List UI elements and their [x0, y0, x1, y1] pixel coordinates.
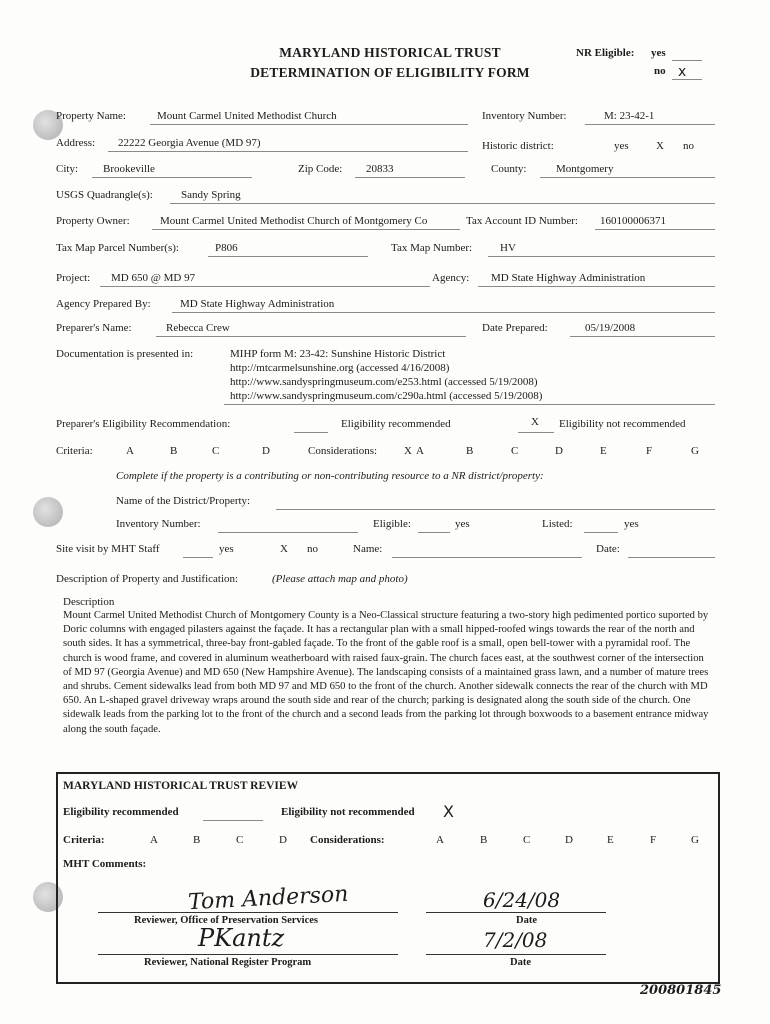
historic-district-label: Historic district:: [482, 140, 554, 152]
consideration-d: D: [555, 445, 563, 457]
considerations-mark: X: [404, 445, 412, 457]
nr-yes: yes: [651, 47, 666, 59]
listed-yes: yes: [624, 518, 639, 530]
site-visit-mark: X: [280, 543, 288, 555]
site-visit-yes: yes: [219, 543, 234, 555]
project-value: MD 650 @ MD 97: [111, 272, 196, 284]
documentation-line: MIHP form M: 23-42: Sunshine Historic District: [230, 348, 446, 360]
complete-note: Complete if the property is a contributing or non-contributing resource to a NR district/property:: [116, 470, 544, 482]
considerations-label: Considerations:: [308, 445, 378, 457]
review-consideration-f: F: [650, 834, 657, 846]
description-text: Mount Carmel United Methodist Church of Montgomery County is a Neo-Classical structure featuring a two-story high pedimented portico suported by Doric columns with engaged pilasters against the façade. It has a rectangular plan with a small hipped-roofed wings towards the rear of the north and south sides. It has a symmetrical, three-bay front-gabled façade. To the front of the gable roof is a small, open bell-tower with a pyramidal roof. The church is wood frame, and covered in aluminum weatherboard with raised faux-grain. The church faces east, at the southwest corner of the intersection of MD 97 (Georgia Avenue) and MD 650 (New Hampshire Avenue). The landscaping consists of a maintained grass lawn, and a number of mature trees and shrubs. Cement sidewalks lead from both MD 97 and MD 650 to the front of the church. Another sidewalk connects the rear of the church with MD 650. An L-shaped gravel driveway wraps around the south side and rear of the church; parking is designated along the south side of the church. One sidewalk leads from the parking lot to the front of the church and a second leads from the parking lot through boxwoods to a basement entrance midway along the south façade.: [63, 610, 709, 735]
listed-label: Listed:: [542, 518, 573, 530]
eligible-label: Eligible:: [373, 518, 411, 530]
tax-map-value: HV: [500, 242, 516, 254]
mht-review-box: [56, 772, 720, 984]
review-consideration-g: G: [691, 834, 699, 846]
tax-account-value: 160100006371: [600, 215, 666, 227]
review-date2: 7/2/08: [483, 928, 548, 952]
review-considerations-label: Considerations:: [310, 834, 385, 846]
address-value: 22222 Georgia Avenue (MD 97): [118, 137, 261, 149]
description-heading: Description: [63, 596, 115, 608]
tax-account-label: Tax Account ID Number:: [466, 215, 578, 227]
documentation-label: Documentation is presented in:: [56, 348, 194, 360]
site-visit-date-label: Date:: [596, 543, 620, 555]
eligibility-recommended: Eligibility recommended: [341, 418, 451, 430]
form-title-line2: DETERMINATION OF ELIGIBILITY FORM: [250, 65, 530, 80]
preparer-value: Rebecca Crew: [166, 322, 230, 334]
project-label: Project:: [56, 272, 91, 284]
historic-yes: yes: [614, 140, 629, 152]
description-note: (Please attach map and photo): [272, 573, 408, 585]
tax-map-label: Tax Map Number:: [391, 242, 473, 254]
usgs-label: USGS Quadrangle(s):: [56, 189, 153, 201]
inventory-number-value: M: 23-42-1: [604, 110, 655, 122]
date2-label: Date: [510, 957, 531, 968]
property-name-value: Mount Carmel United Methodist Church: [157, 110, 337, 122]
consideration-b: B: [466, 445, 474, 457]
consideration-g: G: [691, 445, 699, 457]
city-value: Brookeville: [103, 163, 155, 175]
eligibility-not-recommended: Eligibility not recommended: [559, 418, 686, 430]
consideration-a: A: [416, 445, 424, 457]
inventory-number-label-2: Inventory Number:: [116, 518, 201, 530]
agency-label: Agency:: [432, 272, 470, 284]
review-consideration-c: C: [523, 834, 531, 846]
date-prepared-value: 05/19/2008: [585, 322, 636, 334]
criteria-c: C: [212, 445, 220, 457]
document-stamp-number: 200801845: [640, 983, 722, 998]
review-criteria-label: Criteria:: [63, 834, 105, 846]
zip-value: 20833: [366, 163, 394, 175]
property-name-label: Property Name:: [56, 110, 126, 122]
site-visit-name-label: Name:: [353, 543, 383, 555]
parcel-label: Tax Map Parcel Number(s):: [56, 242, 179, 254]
preparer-label: Preparer's Name:: [56, 322, 132, 334]
usgs-value: Sandy Spring: [181, 189, 241, 201]
consideration-e: E: [600, 445, 607, 457]
mht-comments-label: MHT Comments:: [63, 858, 147, 870]
review-consideration-d: D: [565, 834, 573, 846]
review-criteria-c: C: [236, 834, 244, 846]
review-criteria-b: B: [193, 834, 201, 846]
consideration-f: F: [646, 445, 653, 457]
date-prepared-label: Date Prepared:: [482, 322, 548, 334]
nr-eligible-label: NR Eligible:: [576, 47, 635, 59]
documentation-line: http://www.sandyspringmuseum.com/c290a.html (accessed 5/19/2008): [230, 390, 543, 402]
review-consideration-e: E: [607, 834, 614, 846]
owner-value: Mount Carmel United Methodist Church of Montgomery Co: [160, 215, 428, 227]
reviewer2-signature: PKantz: [198, 924, 285, 952]
review-eligibility-recommended: Eligibility recommended: [63, 806, 179, 818]
description-label: Description of Property and Justification:: [56, 573, 239, 585]
review-date1: 6/24/08: [483, 888, 561, 912]
review-criteria-d: D: [279, 834, 287, 846]
documentation-line: http://mtcarmelsunshine.org (accessed 4/16/2008): [230, 362, 450, 374]
consideration-c: C: [511, 445, 519, 457]
criteria-label: Criteria:: [56, 445, 93, 457]
review-criteria-a: A: [150, 834, 158, 846]
owner-label: Property Owner:: [56, 215, 130, 227]
agency-prepared-label: Agency Prepared By:: [56, 298, 151, 310]
historic-no: no: [683, 140, 694, 152]
agency-prepared-value: MD State Highway Administration: [180, 298, 335, 310]
criteria-d: D: [262, 445, 270, 457]
county-label: County:: [491, 163, 527, 175]
review-consideration-a: A: [436, 834, 444, 846]
form-title-line1: MARYLAND HISTORICAL TRUST: [279, 45, 501, 60]
nr-no-mark: x: [678, 64, 687, 80]
review-eligibility-not-recommended: Eligibility not recommended: [281, 806, 415, 818]
punch-hole-middle: [33, 497, 63, 527]
review-consideration-b: B: [480, 834, 488, 846]
zip-label: Zip Code:: [298, 163, 343, 175]
review-title: MARYLAND HISTORICAL TRUST REVIEW: [63, 780, 299, 792]
site-visit-label: Site visit by MHT Staff: [56, 543, 160, 555]
criteria-b: B: [170, 445, 178, 457]
review-not-recommended-mark: X: [443, 802, 454, 821]
parcel-value: P806: [215, 242, 238, 254]
county-value: Montgomery: [556, 163, 614, 175]
eligible-yes: yes: [455, 518, 470, 530]
reviewer1-label: Reviewer, Office of Preservation Services: [134, 915, 318, 926]
date1-label: Date: [516, 915, 537, 926]
agency-value: MD State Highway Administration: [491, 272, 646, 284]
documentation-line: http://www.sandyspringmuseum.com/e253.html (accessed 5/19/2008): [230, 376, 538, 388]
city-label: City:: [56, 163, 79, 175]
inventory-number-label: Inventory Number:: [482, 110, 567, 122]
reviewer1-signature: Tom Anderson: [187, 881, 349, 916]
district-label: Name of the District/Property:: [116, 495, 251, 507]
historic-mark: X: [656, 140, 664, 152]
recommendation-label: Preparer's Eligibility Recommendation:: [56, 418, 231, 430]
criteria-a: A: [126, 445, 134, 457]
reviewer2-label: Reviewer, National Register Program: [144, 957, 312, 968]
site-visit-no: no: [307, 543, 318, 555]
address-label: Address:: [56, 137, 96, 149]
recommendation-mark: X: [531, 416, 539, 428]
nr-no: no: [654, 65, 666, 77]
